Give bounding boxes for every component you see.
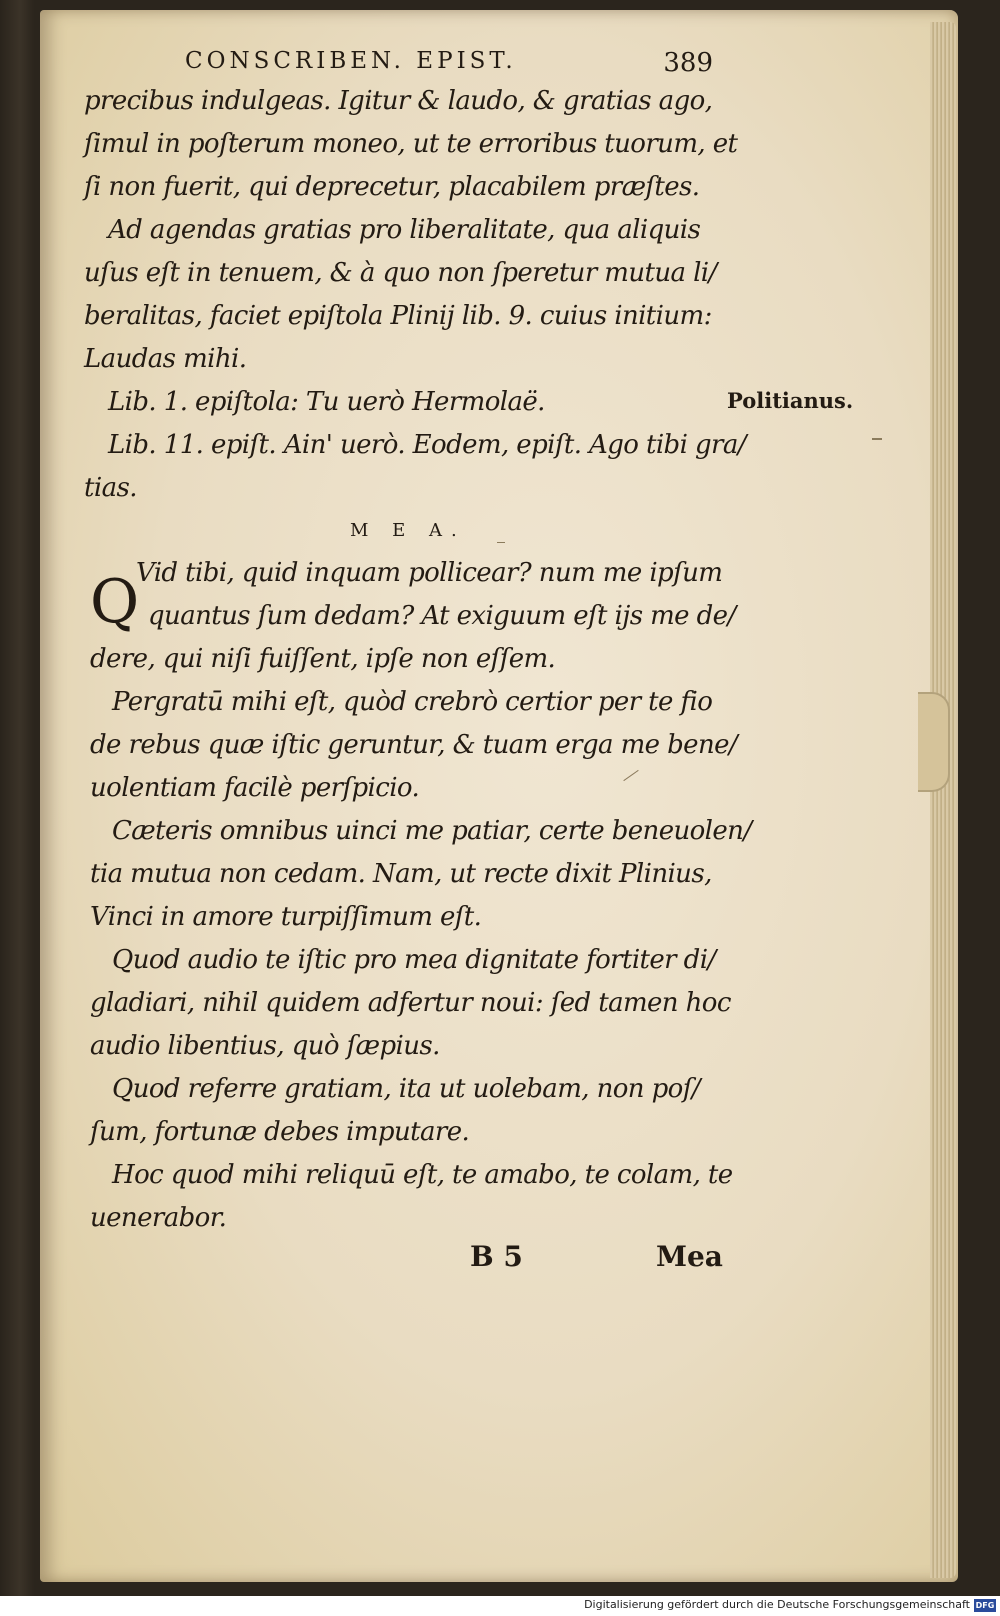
funding-credit: Digitalisierung gefördert durch die Deutsche Forschungsgemeinschaft: [584, 1598, 970, 1611]
text-line: gladiari, nihil quidem adfertur noui: ſed tamen hoc: [90, 988, 731, 1018]
ink-speck: [872, 438, 882, 440]
text-line: tia mutua non cedam. Nam, ut recte dixit Plinius,: [90, 859, 712, 889]
catchword: Mea: [656, 1240, 723, 1273]
footer-bar: [0, 1596, 1000, 1616]
text-line: beralitas, faciet epiſtola Plinij lib. 9. cuius initium:: [84, 301, 712, 331]
text-line: Cæteris omnibus uinci me patiar, certe beneuolen/: [112, 816, 752, 846]
text-line: Vinci in amore turpiſſimum eſt.: [90, 902, 482, 932]
ink-speck: [497, 542, 505, 543]
page-edges: [930, 22, 956, 1578]
text-line: uenerabor.: [90, 1203, 227, 1233]
text-line: uolentiam facilè perſpicio.: [90, 773, 420, 803]
page-tab: [918, 692, 950, 792]
text-line: tias.: [84, 473, 137, 503]
text-line: Vid tibi, quid inquam pollicear? num me ipſum: [136, 558, 723, 588]
dfg-logo-icon: DFG: [975, 1601, 995, 1610]
text-line: precibus indulgeas. Igitur & laudo, & gratias ago,: [84, 86, 713, 116]
text-line: Quod audio te iſtic pro mea dignitate fortiter di/: [112, 945, 716, 975]
text-line: de rebus quæ iſtic geruntur, & tuam erga me bene/: [90, 730, 738, 760]
margin-note: Politianus.: [727, 388, 854, 413]
page-number: 389: [663, 48, 713, 78]
text-line: Ad agendas gratias pro liberalitate, qua aliquis: [108, 215, 701, 245]
running-header: [185, 48, 713, 82]
text-line: quantus ſum dedam? At exiguum eſt ijs me de/: [148, 601, 736, 631]
text-line: dere, qui niſi fuiſſent, ipſe non eſſem.: [90, 644, 556, 674]
text-line: Quod referre gratiam, ita ut uolebam, non poſ/: [112, 1074, 700, 1104]
text-line: ſum, fortunæ debes imputare.: [90, 1117, 470, 1147]
running-title: CONSCRIBEN. EPIST.: [185, 48, 517, 74]
text-line: Lib. 1. epiſtola: Tu uerò Hermolaë.: [108, 387, 545, 417]
text-line: uſus eſt in tenuem, & à quo non ſperetur mutua li/: [84, 258, 717, 288]
text-line: ſimul in poſterum moneo, ut te erroribus tuorum, et: [84, 129, 738, 159]
text-line: Laudas mihi.: [84, 344, 247, 374]
text-line: audio libentius, quò ſæpius.: [90, 1031, 440, 1061]
signature-mark: B 5: [470, 1240, 523, 1273]
text-line: Lib. 11. epiſt. Ain' uerò. Eodem, epiſt. Ago tibi gra/: [108, 430, 746, 460]
drop-initial: Q: [90, 567, 140, 637]
section-heading: M E A.: [350, 520, 466, 541]
text-line: ſi non fuerit, qui deprecetur, placabilem præſtes.: [84, 172, 700, 202]
text-line: Pergratū mihi eſt, quòd crebrò certior per te fio: [112, 687, 713, 717]
text-line: Hoc quod mihi reliquū eſt, te amabo, te colam, te: [112, 1160, 733, 1190]
